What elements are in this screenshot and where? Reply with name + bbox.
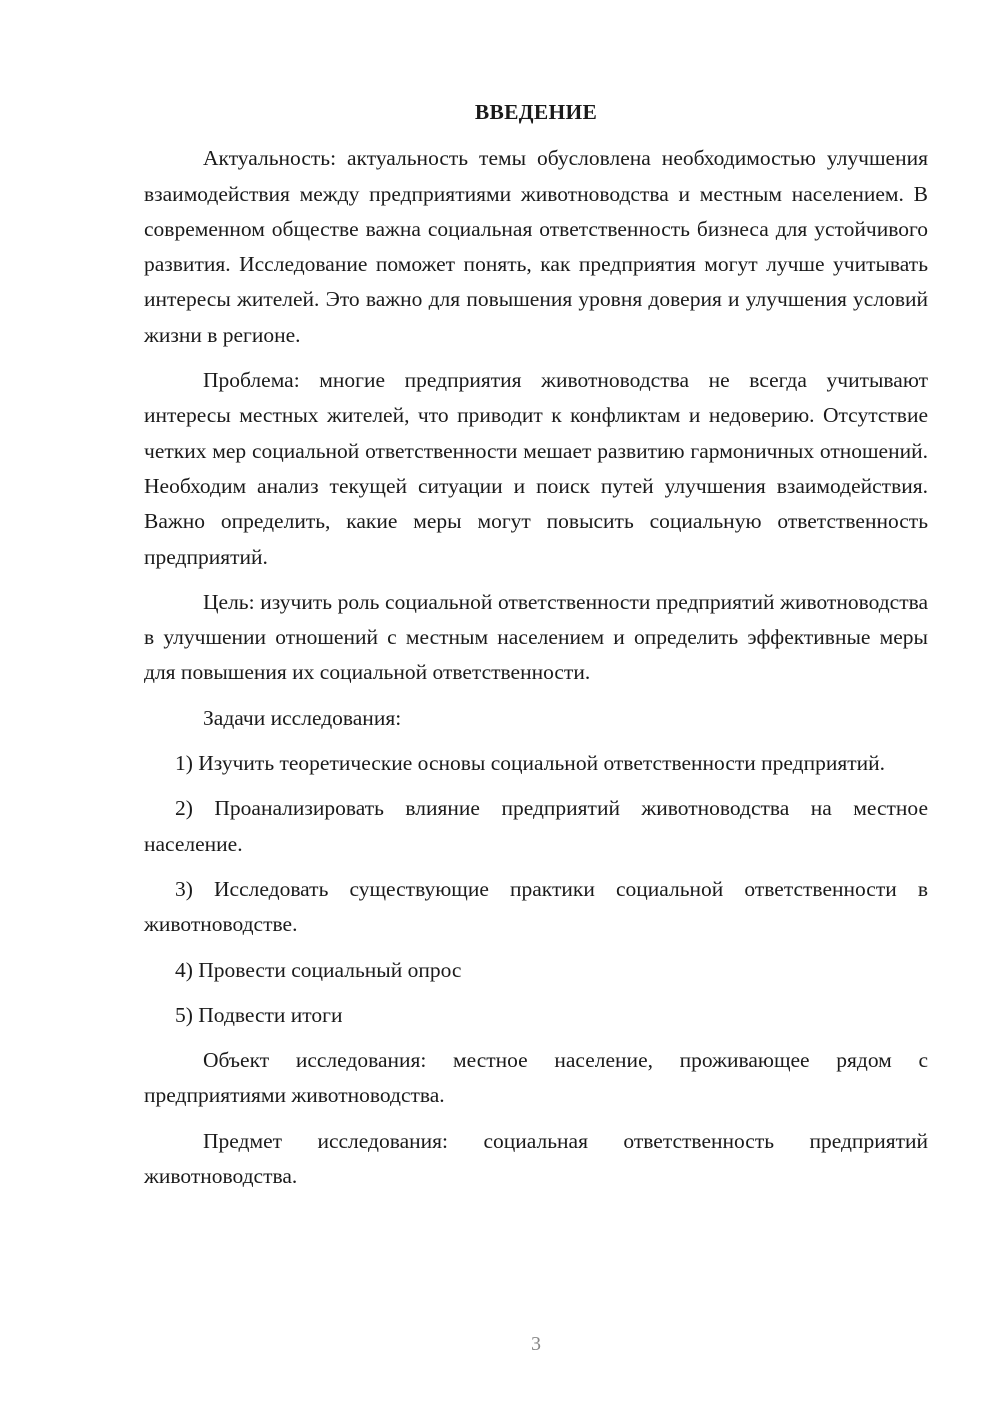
problem-paragraph: Проблема: многие предприятия животноводства не всегда учитывают интересы местных жителей, что приводит к конфликтам и недоверию. Отсутствие четких мер социальной ответственности мешает развитию гармоничных отношений. Необходим анализ текущей ситуации и поиск путей улучшения взаимодействия. Важно определить, какие меры могут повысить социальную ответственность предприятий. (144, 368, 928, 569)
task-item-4: 4) Провести социальный опрос (175, 957, 462, 982)
page-number: 3 (531, 1333, 541, 1355)
relevance-paragraph: Актуальность: актуальность темы обусловлена необходимостью улучшения взаимодействия между предприятиями животноводства и местным населением. В современном обществе важна социальная ответственность бизнеса для устойчивого развития. Исследование поможет понять, как предприятия могут лучше учитывать интересы жителей. Это важно для повышения уровня доверия и улучшения условий жизни в регионе. (144, 146, 928, 347)
tasks-heading: Задачи исследования: (203, 705, 402, 730)
task-item-3: 3) Исследовать существующие практики социальной ответственности в животноводстве. (144, 876, 928, 937)
task-item-2: 2) Проанализировать влияние предприятий животноводства на местное население. (144, 796, 928, 856)
task-item-1: 1) Изучить теоретические основы социальной ответственности предприятий. (175, 751, 886, 776)
document-page (144, 95, 928, 1204)
object-paragraph: Объект исследования: местное население, проживающее рядом с предприятиями животноводства. (144, 1048, 928, 1108)
subject-paragraph: Предмет исследования: социальная ответственность предприятий животноводства. (144, 1128, 928, 1189)
goal-paragraph: Цель: изучить роль социальной ответственности предприятий животноводства в улучшении отношений с местным населением и определить эффективные меры для повышения их социальной ответственности. (144, 589, 928, 685)
task-item-5: 5) Подвести итоги (175, 1002, 343, 1027)
page-title: ВВЕДЕНИЕ (474, 100, 598, 124)
